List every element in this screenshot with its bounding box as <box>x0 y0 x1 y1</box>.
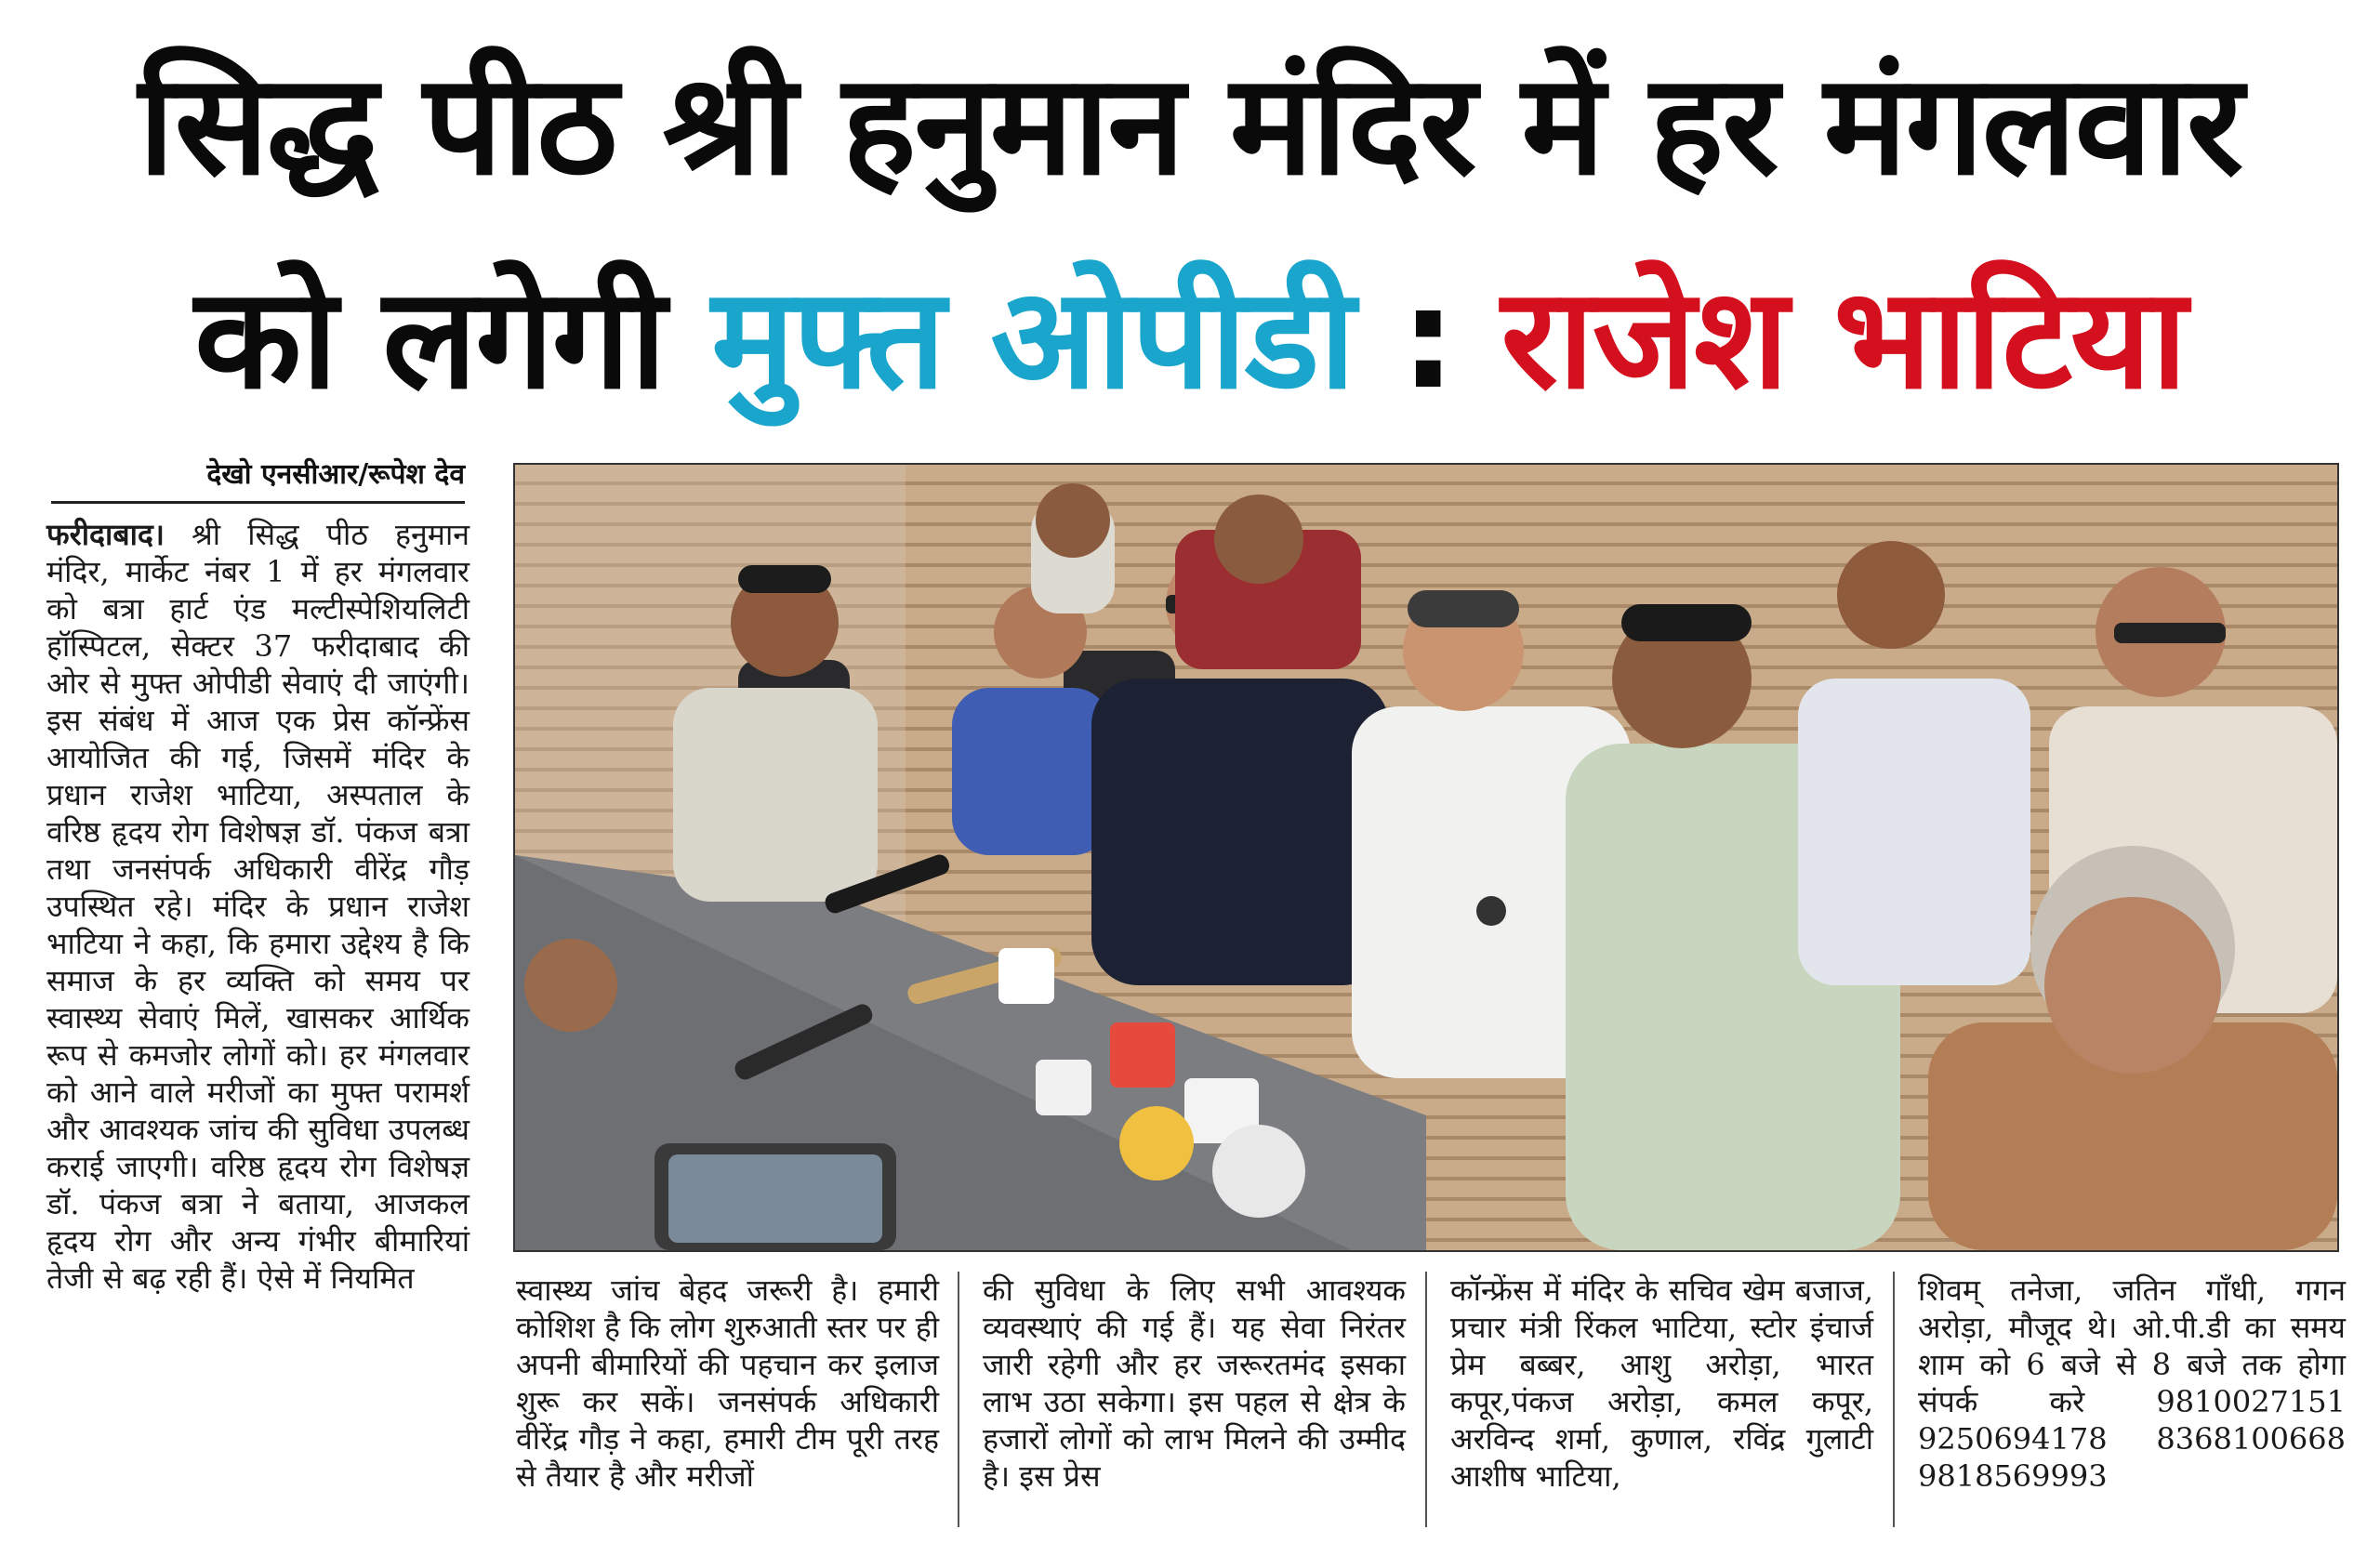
headline-part-2: मुफ्त ओपीडी <box>711 258 1355 420</box>
column-divider-1 <box>958 1272 959 1527</box>
headline-separator: : <box>1400 258 1455 420</box>
article-column-5: शिवम् तनेजा, जतिन गाँधी, गगन अरोड़ा, मौजूद थे। ओ.पी.डी का समय शाम को 6 बजे से 8 बजे तक होगा संपर्क करे 9810027151 9250694178 8368100668 9818569993 <box>1918 1272 2346 1494</box>
dateline: फरीदाबाद। <box>46 517 165 552</box>
headline-line-1: सिद्ध पीठ श्री हनुमान मंदिर में हर मंगलवार <box>138 45 2242 206</box>
article-column-4: कॉन्फ्रेंस में मंदिर के सचिव खेम बजाज, प्रचार मंत्री रिंकल भाटिया, स्टोर इंचार्ज प्रेम बब्बर, आशु अरोड़ा, भारत कपूर,पंकज अरोड़ा, कमल कपूर, अरविन्द शर्मा, कुणाल, रविंद्र गुलाटी आशीष भाटिया, <box>1450 1272 1873 1494</box>
article-column-1 <box>46 516 469 1297</box>
headline-part-1: को लगेगी <box>194 258 665 420</box>
column-divider-2 <box>1425 1272 1427 1527</box>
byline: देखो एनसीआर/रूपेश देव <box>51 454 465 504</box>
photo-illustration <box>515 465 2337 1250</box>
article-column-2: स्वास्थ्य जांच बेहद जरूरी है। हमारी कोशिश है कि लोग शुरुआती स्तर पर ही अपनी बीमारियों की पहचान कर इलाज शुरू कर सकें। जनसंपर्क अधिकारी वीरेंद्र गौड़ ने कहा, हमारी टीम पूरी तरह से तैयार है और मरीजों <box>516 1272 939 1494</box>
column-divider-3 <box>1893 1272 1895 1527</box>
press-conference-photo <box>513 463 2339 1252</box>
article-text-1: श्री सिद्ध पीठ हनुमान मंदिर, मार्केट नंबर 1 में हर मंगलवार को बत्रा हार्ट एंड मल्टीस्पेशियलिटी हॉस्पिटल, सेक्टर 37 फरीदाबाद की ओर से मुफ्त ओपीडी सेवाएं दी जाएंगी। इस संबंध में आज एक प्रेस कॉन्फ्रेंस आयोजित की गई, जिसमें मंदिर के प्रधान राजेश भाटिया, अस्पताल के वरिष्ठ हृदय रोग विशेषज्ञ डॉ. पंकज बत्रा तथा जनसंपर्क अधिकारी वीरेंद्र गौड़ उपस्थित रहे। मंदिर के प्रधान राजेश भाटिया ने कहा, कि हमारा उद्देश्य है कि समाज के हर व्यक्ति को समय पर स्वास्थ्य सेवाएं मिलें, खासकर आर्थिक रूप से कमजोर लोगों को। हर मंगलवार को आने वाले मरीजों का मुफ्त परामर्श और आवश्यक जांच की सुविधा उपलब्ध कराई जाएगी। वरिष्ठ हृदय रोग विशेषज्ञ डॉ. पंकज बत्रा ने बताया, आजकल हृदय रोग और अन्य गंभीर बीमारियां तेजी से बढ़ रही हैं। ऐसे में नियमित <box>46 517 469 1296</box>
headline-line-2 <box>28 251 2352 428</box>
headline-part-3: राजेश भाटिया <box>1501 258 2186 420</box>
article-column-3: की सुविधा के लिए सभी आवश्यक व्यवस्थाएं की गई हैं। यह सेवा निरंतर जारी रहेगी और हर जरूरतमंद इसका लाभ उठा सकेगा। इस पहल से क्षेत्र के हजारों लोगों को लाभ मिलने की उम्मीद है। इस प्रेस <box>983 1272 1406 1494</box>
